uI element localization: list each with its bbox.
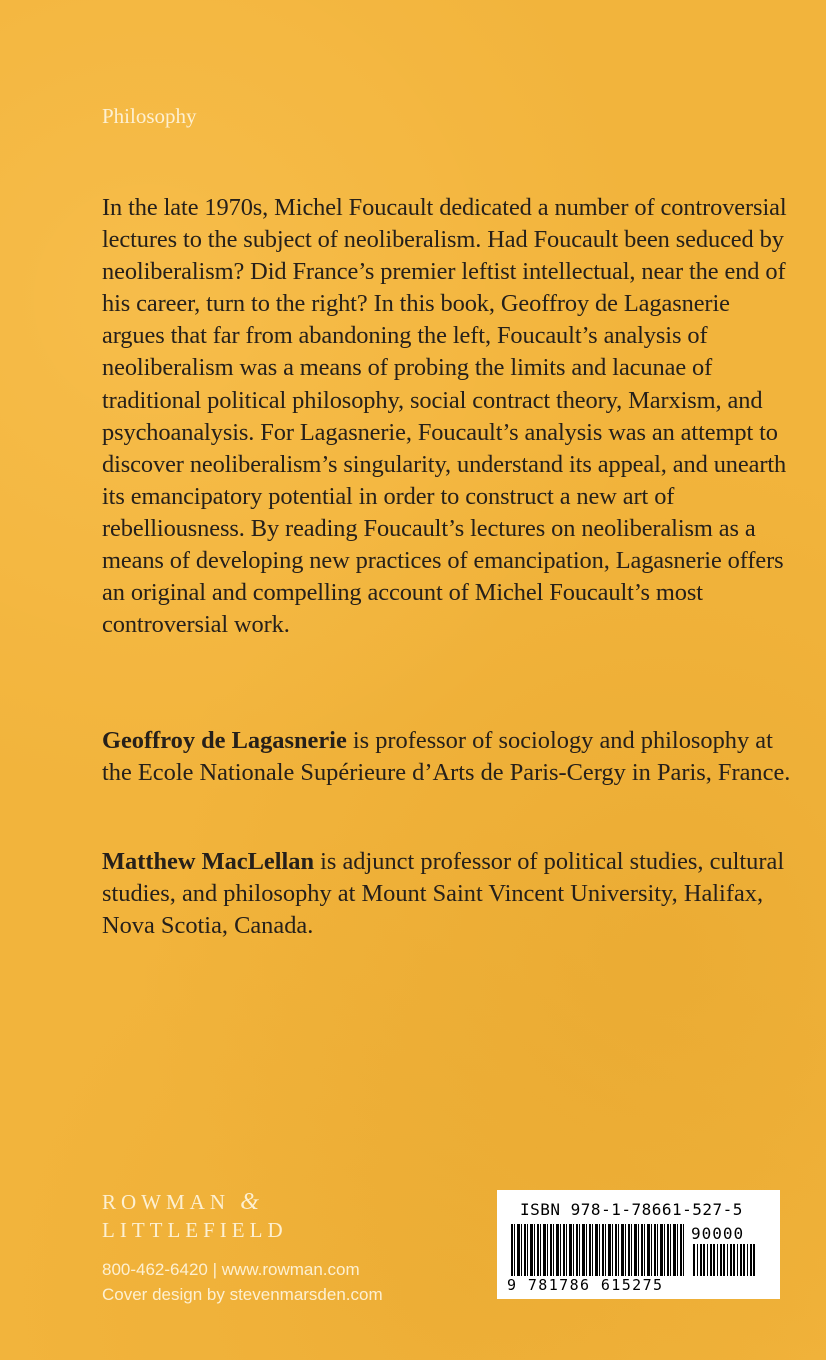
author-bio [102,725,792,789]
publisher-name-line1: ROWMAN [102,1190,230,1214]
phone-website: 800-462-6420 | www.rowman.com [102,1260,360,1279]
translator-name: Matthew MacLellan [102,848,315,875]
addon-bars-icon [693,1244,755,1276]
author-bio-text: is professor of sociology and philosophy at the Ecole Nationale Supérieure d’Arts de Paris-Cergy in Paris, France. [102,727,791,787]
publisher-contact [102,1257,383,1307]
barcode-bars-icon [511,1224,686,1276]
book-description: In the late 1970s, Michel Foucault dedicated a number of controversial lectures to the subject of neoliberalism. Had Foucault been seduced by neoliberalism? Did France’s premier leftist intellectual, near the end of his career, turn to the right? In this book, Geoffroy de Lagasnerie argues that far from abandoning the left, Foucault’s analysis of neoliberalism was a means of probing the limits and lacunae of traditional political philosophy, social contract theory, Marxism, and psychoanalysis. For Lagasnerie, Foucault’s analysis was an attempt to discover neoliberalism’s singularity, understand its appeal, and unearth its emancipatory potential in order to construct a new art of rebelliousness. By reading Foucault’s lectures on neoliberalism as a means of developing new practices of emancipation, Lagasnerie offers an original and compelling account of Michel Foucault’s most controversial work. [102,194,787,639]
translator-bio-text: is adjunct professor of political studies, cultural studies, and philosophy at Mount Saint Vincent University, Halifax, Nova Scotia, Canada. [102,848,785,940]
publisher-name-line2: LITTLEFIELD [102,1218,288,1242]
cover-design-credit: Cover design by stevenmarsden.com [102,1285,383,1304]
author-name: Geoffroy de Lagasnerie [102,727,347,754]
publisher-ampersand: & [240,1189,259,1215]
category-label: Philosophy [102,104,197,128]
ean-number: 9 781786 615275 [507,1276,664,1294]
publisher-logo [102,1188,288,1244]
barcode [497,1190,780,1299]
price-addon-number: 90000 [691,1224,745,1243]
isbn-text: ISBN 978-1-78661-527-5 [520,1200,743,1219]
translator-bio [102,846,792,942]
